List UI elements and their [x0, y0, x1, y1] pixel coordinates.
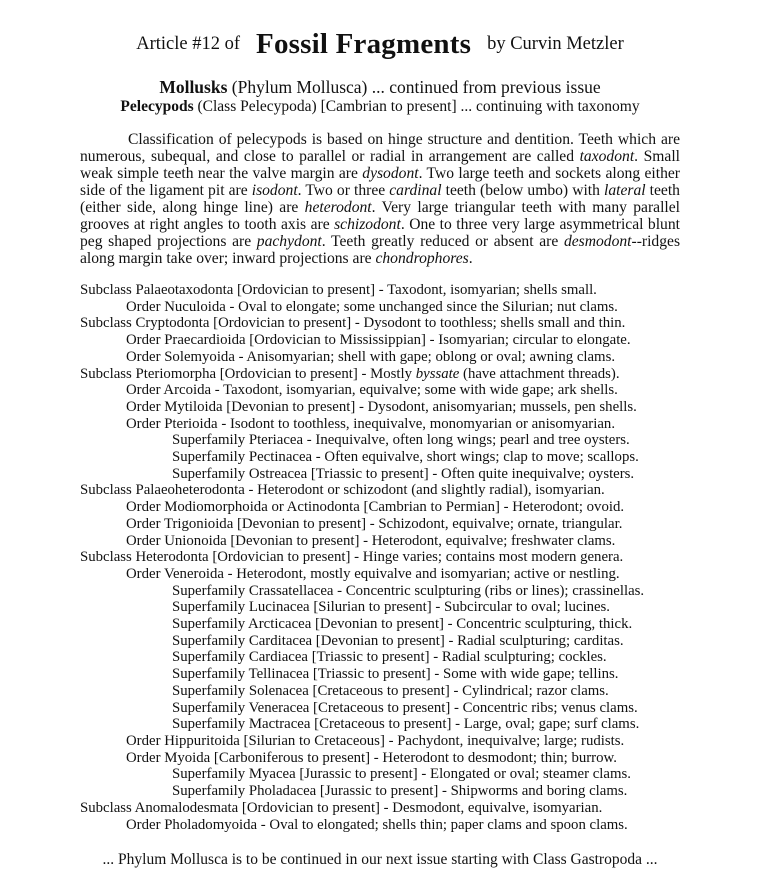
intro-text: . Two large teeth and sockets along either side of the ligament pit are [80, 165, 680, 199]
author-byline: by Curvin Metzler [487, 34, 624, 54]
order-line [80, 750, 700, 767]
term-italic: desmodont [563, 233, 632, 250]
taxon-text: Superfamily Crassatellacea - Concentric sculpturing (ribs or lines); crassinellas. [172, 582, 645, 599]
article-number: Article #12 of [136, 34, 241, 54]
subclass-line [80, 366, 700, 383]
taxon-text: Superfamily Lucinacea [Silurian to present] - Subcircular to oval; lucines. [172, 599, 611, 616]
superfamily-line [80, 583, 700, 600]
order-line [80, 733, 700, 750]
superfamily-line [80, 466, 700, 483]
taxon-text: Superfamily Tellinacea [Triassic to present] - Some with wide gape; tellins. [172, 666, 619, 683]
taxon-text: Subclass Palaeoheterodonta - Heterodont or schizodont (and slightly radial), isomyarian. [80, 482, 605, 499]
subclass-line [80, 549, 700, 566]
newsletter-title: Fossil Fragments [256, 28, 472, 60]
order-line [80, 349, 700, 366]
subclass-line [80, 315, 700, 332]
order-line [80, 499, 700, 516]
intro-text: Classification of pelecypods is based on hinge structure and dentition. Teeth which are numerous, subequal, and close to parallel or radial in arrangement are called [80, 131, 680, 165]
order-line [80, 382, 700, 399]
taxon-text: Order Modiomorphoida or Actinodonta [Cambrian to Permian] - Heterodont; ovoid. [126, 499, 625, 516]
subclass-line [80, 800, 700, 817]
intro-text: teeth (either side, along hinge line) are [80, 182, 680, 216]
order-line [80, 399, 700, 416]
section-heading [0, 77, 760, 98]
taxon-text: Order Solemyoida - Anisomyarian; shell with gape; oblong or oval; awning clams. [126, 348, 616, 365]
section-heading-bold: Mollusks [159, 77, 228, 97]
superfamily-line [80, 683, 700, 700]
intro-text: . Teeth greatly reduced or absent are [321, 233, 564, 250]
continuation-note: ... Phylum Mollusca is to be continued in our next issue starting with Class Gastropoda ... [102, 851, 658, 868]
taxon-text: Subclass Anomalodesmata [Ordovician to present] - Desmodont, equivalve, isomyarian. [80, 799, 603, 816]
taxon-text: Order Trigonioida [Devonian to present] - Schizodont, equivalve; ornate, triangular. [126, 515, 623, 532]
taxon-italic: byssate [415, 365, 460, 382]
superfamily-line [80, 716, 700, 733]
taxon-text: Order Hippuritoida [Silurian to Cretaceous] - Pachydont, inequivalve; large; rudists. [126, 732, 625, 749]
section-subheading-rest: (Class Pelecypoda) [Cambrian to present] ... continuing with taxonomy [193, 98, 640, 115]
term-italic: pachydont [256, 233, 322, 250]
term-italic: cardinal [389, 182, 442, 199]
intro-text: . [468, 250, 473, 267]
term-italic: lateral [604, 182, 646, 199]
taxon-text: Order Praecardioida [Ordovician to Mississippian] - Isomyarian; circular to elongate. [126, 332, 631, 349]
taxon-text: Superfamily Mactracea [Cretaceous to present] - Large, oval; gape; surf clams. [172, 716, 640, 733]
term-italic: taxodont [579, 148, 635, 165]
term-italic: dysodont [362, 165, 419, 182]
order-line [80, 416, 700, 433]
subclass-line [80, 482, 700, 499]
intro-text: teeth (below umbo) with [441, 182, 604, 199]
superfamily-line [80, 766, 700, 783]
taxon-text: Superfamily Pteriacea - Inequivalve, often long wings; pearl and tree oysters. [172, 432, 630, 449]
taxon-text: Order Myoida [Carboniferous to present] - Heterodont to desmodont; thin; burrow. [126, 749, 617, 766]
order-line [80, 332, 700, 349]
taxon-text: Superfamily Arcticacea [Devonian to present] - Concentric sculpturing, thick. [172, 616, 633, 633]
intro-text: --ridges along margin take over; inward projections are [80, 233, 681, 267]
intro-text: . Two or three [297, 182, 390, 199]
term-italic: isodont [251, 182, 298, 199]
subclass-line [80, 282, 700, 299]
taxon-text: Subclass Heterodonta [Ordovician to present] - Hinge varies; contains most modern genera. [80, 549, 624, 566]
superfamily-line [80, 666, 700, 683]
order-line [80, 566, 700, 583]
taxon-text-after: (have attachment threads). [459, 365, 620, 382]
taxon-text: Superfamily Veneracea [Cretaceous to present] - Concentric ribs; venus clams. [172, 699, 638, 716]
intro-text: . Small weak simple teeth near the valve margin are [80, 148, 680, 182]
article-header [0, 28, 760, 61]
superfamily-line [80, 616, 700, 633]
section-subheading [0, 98, 760, 116]
intro-paragraph [80, 131, 680, 267]
order-line [80, 817, 700, 834]
taxon-text: Subclass Cryptodonta [Ordovician to present] - Dysodont to toothless; shells small and thin. [80, 315, 626, 332]
taxon-text: Superfamily Pholadacea [Jurassic to present] - Shipworms and boring clams. [172, 783, 628, 800]
taxon-text: Order Unionoida [Devonian to present] - Heterodont, equivalve; freshwater clams. [126, 532, 616, 549]
taxon-text: Order Nuculoida - Oval to elongate; some unchanged since the Silurian; nut clams. [126, 298, 618, 315]
taxon-text: Order Mytiloida [Devonian to present] - Dysodont, anisomyarian; mussels, pen shells. [126, 398, 637, 415]
superfamily-line [80, 599, 700, 616]
taxonomy-list [80, 282, 700, 833]
taxon-text: Order Arcoida - Taxodont, isomyarian, equivalve; some with wide gape; ark shells. [126, 382, 618, 399]
superfamily-line [80, 783, 700, 800]
term-italic: schizodont [334, 216, 401, 233]
term-italic: chondrophores [375, 250, 469, 267]
term-italic: heterodont [304, 199, 372, 216]
order-line [80, 516, 700, 533]
taxon-text: Superfamily Carditacea [Devonian to present] - Radial sculpturing; carditas. [172, 632, 624, 649]
taxon-text: Order Pholadomyoida - Oval to elongated; shells thin; paper clams and spoon clams. [126, 816, 628, 833]
section-subheading-bold: Pelecypods [120, 98, 194, 115]
order-line [80, 533, 700, 550]
taxon-text: Subclass Pteriomorpha [Ordovician to present] - Mostly [80, 365, 416, 382]
taxon-text: Superfamily Solenacea [Cretaceous to present] - Cylindrical; razor clams. [172, 682, 609, 699]
taxon-text: Order Veneroida - Heterodont, mostly equivalve and isomyarian; active or nestling. [126, 565, 620, 582]
superfamily-line [80, 633, 700, 650]
taxon-text: Subclass Palaeotaxodonta [Ordovician to present] - Taxodont, isomyarian; shells small. [80, 282, 597, 298]
superfamily-line [80, 432, 700, 449]
section-heading-rest: (Phylum Mollusca) ... continued from previous issue [227, 77, 601, 97]
superfamily-line [80, 449, 700, 466]
order-line [80, 299, 700, 316]
superfamily-line [80, 700, 700, 717]
taxon-text: Superfamily Cardiacea [Triassic to present] - Radial sculpturing; cockles. [172, 649, 607, 666]
taxon-text: Order Pterioida - Isodont to toothless, inequivalve, monomyarian or anisomyarian. [126, 415, 616, 432]
intro-text: . Very large triangular teeth with many parallel grooves at right angles to tooth axis are [80, 199, 680, 233]
superfamily-line [80, 649, 700, 666]
taxon-text: Superfamily Ostreacea [Triassic to present] - Often quite inequivalve; oysters. [172, 465, 635, 482]
intro-text: . One to three very large asymmetrical blunt peg shaped projections are [80, 216, 680, 250]
taxon-text: Superfamily Pectinacea - Often equivalve, short wings; clap to move; scallops. [172, 449, 639, 466]
taxon-text: Superfamily Myacea [Jurassic to present] - Elongated or oval; steamer clams. [172, 766, 631, 783]
